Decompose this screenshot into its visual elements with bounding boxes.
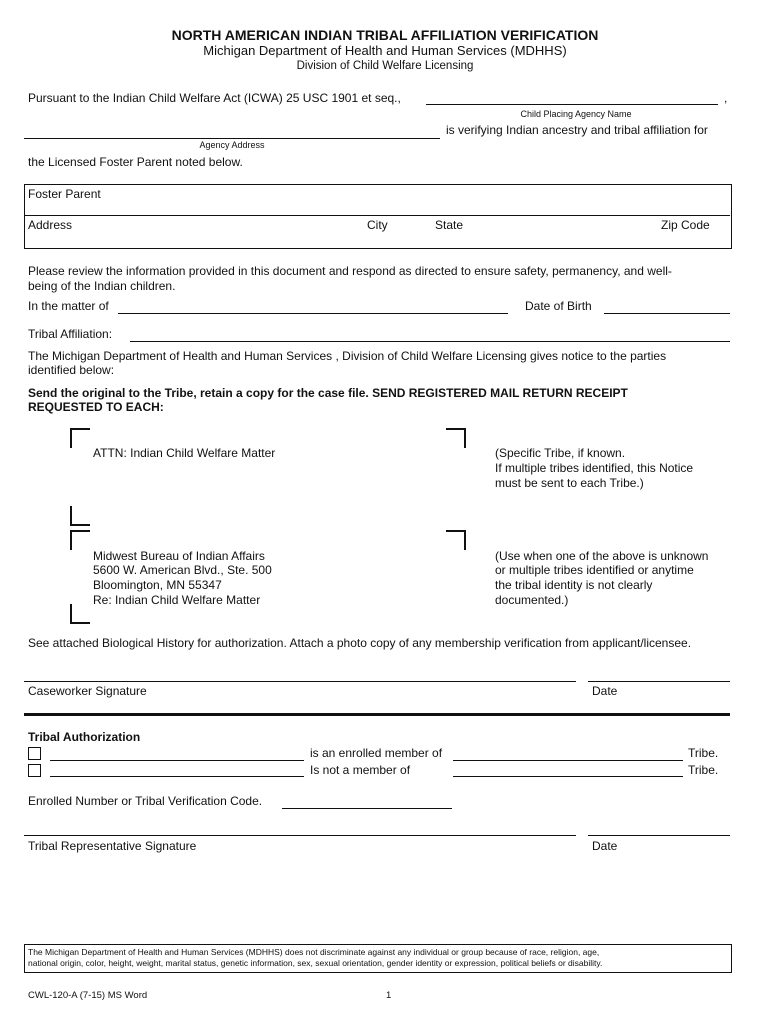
form-id: CWL-120-A (7-15) MS Word [28,990,148,1001]
caseworker-signature-field[interactable] [24,681,576,682]
notice-line-2: identified below: [28,363,115,377]
foster-box-divider [25,215,730,216]
address-2-note-line-2: or multiple tribes identified or anytime [495,563,694,577]
instructions-line-1: Send the original to the Tribe, retain a copy for the case file. SEND REGISTERED MAIL RETURN RECEIPT [28,386,628,400]
address-2-line-2: 5600 W. American Blvd., Ste. 500 [93,563,272,577]
agency-address-label: Agency Address [199,140,265,150]
address-2-corner-bottom-left [70,604,90,624]
enrolled-number-field[interactable] [282,808,452,809]
state-label: State [435,218,464,232]
address-2-corner-top-left [70,530,90,550]
tribal-rep-date-label: Date [592,839,618,853]
notice-line-1: The Michigan Department of Health and Human Services , Division of Child Welfare Licensing gives notice to the parties [28,349,667,363]
address-2-line-1: Midwest Bureau of Indian Affairs [93,549,265,563]
attached-note: See attached Biological History for authorization. Attach a photo copy of any membership verification from applicant/licensee. [28,636,692,650]
not-member-tribe-field[interactable] [453,776,683,777]
city-label: City [367,218,388,232]
dob-field[interactable] [604,313,730,314]
address-2-line-4: Re: Indian Child Welfare Matter [93,593,261,607]
tribal-affiliation-field[interactable] [130,341,730,342]
address-2-note-line-4: documented.) [495,593,569,607]
address-1-note-line-1: (Specific Tribe, if known. [495,446,626,460]
matter-field[interactable] [118,313,508,314]
foster-parent-box [24,184,732,249]
address-1-corner-top-left [70,428,90,448]
tribal-rep-date-field[interactable] [588,835,730,836]
intro-line-1: Pursuant to the Indian Child Welfare Act (ICWA) 25 USC 1901 et seq., [28,91,401,105]
address-1-corner-bottom-left [70,506,90,526]
enrolled-member-name-field[interactable] [50,760,304,761]
enrolled-number-label: Enrolled Number or Tribal Verification Code. [28,794,263,808]
not-member-checkbox[interactable] [28,764,41,777]
review-para-line-2: being of the Indian children. [28,279,176,293]
address-label: Address [28,218,73,232]
address-2-note-line-3: the tribal identity is not clearly [495,578,653,592]
address-1-corner-top-right [446,428,466,448]
page-title: NORTH AMERICAN INDIAN TRIBAL AFFILIATION VERIFICATION [171,27,599,43]
not-member-name-field[interactable] [50,776,304,777]
zip-code-label: Zip Code [661,218,710,232]
address-2-note-line-1: (Use when one of the above is unknown [495,549,709,563]
tribal-affiliation-label: Tribal Affiliation: [28,327,113,341]
section-divider [24,713,730,716]
enrolled-member-text: is an enrolled member of [310,746,443,760]
caseworker-date-field[interactable] [588,681,730,682]
child-placing-agency-label: Child Placing Agency Name [520,109,632,119]
matter-label: In the matter of [28,299,109,313]
disclaimer-line-1: The Michigan Department of Health and Human Services (MDHHS) does not discriminate against any individual or group because of race, religion, age, [28,947,600,957]
address-1-attn: ATTN: Indian Child Welfare Matter [93,446,276,460]
page-subtitle: Michigan Department of Health and Human Services (MDHHS) [203,43,567,58]
tribe-label-2: Tribe. [688,763,719,777]
dob-label: Date of Birth [525,299,592,313]
review-para-line-1: Please review the information provided in this document and respond as directed to ensure safety, permanency, and well- [28,264,672,278]
address-1-note-line-3: must be sent to each Tribe.) [495,476,644,490]
disclaimer-line-2: national origin, color, height, weight, marital status, genetic information, sex, sexual orientation, gender identity or expression, political beliefs or disability. [28,958,603,968]
intro-comma: , [724,91,728,105]
verifying-text: is verifying Indian ancestry and tribal affiliation for [446,123,708,137]
agency-address-field[interactable] [24,138,440,139]
division-name: Division of Child Welfare Licensing [296,60,474,72]
page-number: 1 [386,990,392,1001]
address-1-note-line-2: If multiple tribes identified, this Notice [495,461,694,475]
child-placing-agency-field[interactable] [426,104,718,105]
address-2-corner-top-right [446,530,466,550]
not-member-text: Is not a member of [310,763,411,777]
caseworker-signature-label: Caseworker Signature [28,684,147,698]
tribal-rep-signature-field[interactable] [24,835,576,836]
caseworker-date-label: Date [592,684,618,698]
tribal-rep-signature-label: Tribal Representative Signature [28,839,197,853]
intro-line-3: the Licensed Foster Parent noted below. [28,155,243,169]
instructions-line-2: REQUESTED TO EACH: [28,400,164,414]
foster-parent-label: Foster Parent [28,187,101,201]
tribe-label-1: Tribe. [688,746,719,760]
enrolled-tribe-field[interactable] [453,760,683,761]
address-2-line-3: Bloomington, MN 55347 [93,578,222,592]
tribal-authorization-heading: Tribal Authorization [28,730,141,744]
enrolled-member-checkbox[interactable] [28,747,41,760]
